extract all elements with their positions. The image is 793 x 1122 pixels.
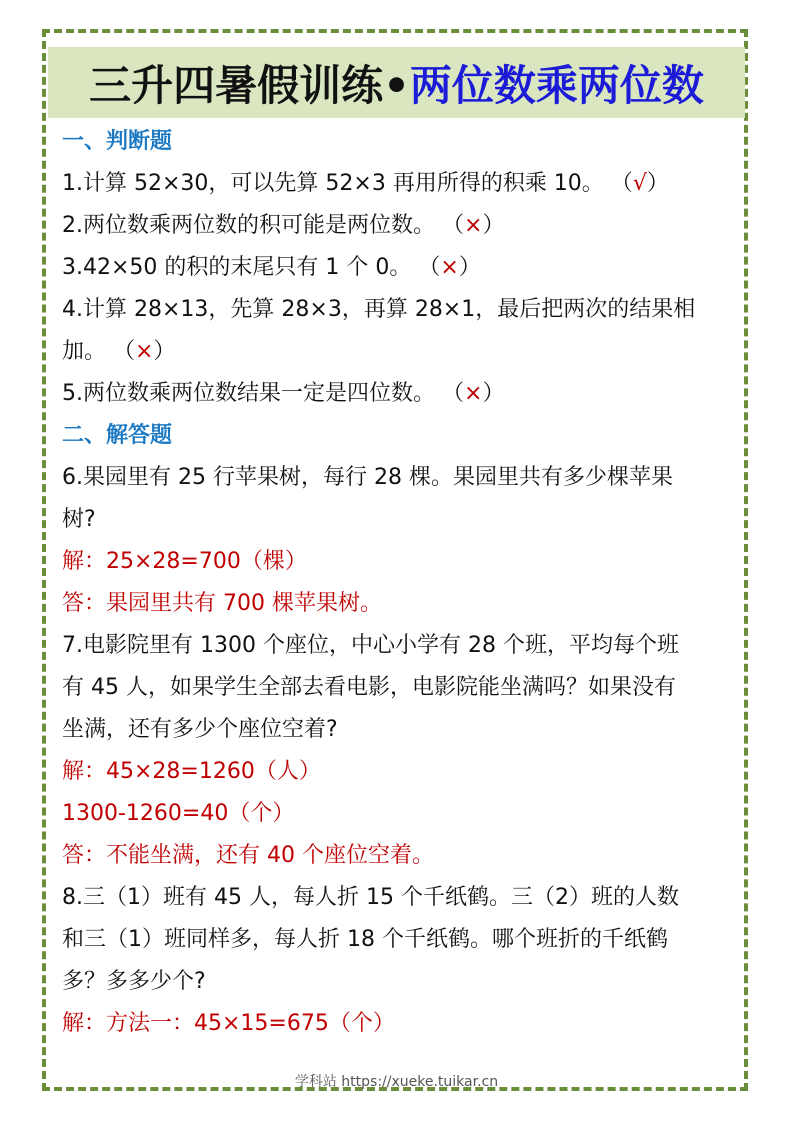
solve-q7-line3: 坐满，还有多少个座位空着? xyxy=(62,717,338,742)
answer-mark: × xyxy=(135,339,154,364)
answer-mark: × xyxy=(464,381,483,406)
solve-q7-answer1: 解：45×28=1260（人） xyxy=(62,759,321,784)
solve-q8-answer1: 解：方法一：45×15=675（个） xyxy=(62,1011,395,1036)
judge-q3: 3.42×50 的积的末尾只有 1 个 0。 （×） xyxy=(62,255,481,280)
solve-q6-answer1: 解：25×28=700（棵） xyxy=(62,549,307,574)
title-banner xyxy=(48,47,745,118)
solve-q7-line1: 7.电影院里有 1300 个座位，中心小学有 28 个班，平均每个班 xyxy=(62,633,679,658)
judge-q4-line2: 加。 （×） xyxy=(62,339,176,364)
solve-q8-line3: 多？多多少个? xyxy=(62,969,206,994)
solve-q7-line2: 有 45 人，如果学生全部去看电影，电影院能坐满吗？如果没有 xyxy=(62,675,676,700)
answer-mark: × xyxy=(440,255,459,280)
title-part-1: 三升四暑假训练• xyxy=(89,60,410,110)
worksheet-content xyxy=(62,121,742,1045)
solve-q7-answer3: 答：不能坐满，还有 40 个座位空着。 xyxy=(62,843,434,868)
solve-q7-answer2: 1300-1260=40（个） xyxy=(62,801,295,826)
solve-q6-line2: 树? xyxy=(62,507,96,532)
solve-q6-answer2: 答：果园里共有 700 棵苹果树。 xyxy=(62,591,382,616)
section-judge-heading: 一、判断题 xyxy=(62,129,173,154)
answer-mark: × xyxy=(464,213,483,238)
judge-q1: 1.计算 52×30，可以先算 52×3 再用所得的积乘 10。 （√） xyxy=(62,171,669,196)
solve-q8-line1: 8.三（1）班有 45 人，每人折 15 个千纸鹤。三（2）班的人数 xyxy=(62,885,679,910)
title-part-2: 两位数乘两位数 xyxy=(409,60,704,110)
judge-q4-line1: 4.计算 28×13，先算 28×3，再算 28×1，最后把两次的结果相 xyxy=(62,297,696,322)
footer-watermark: 学科站 https://xueke.tuikar.cn xyxy=(294,1074,499,1090)
solve-q8-line2: 和三（1）班同样多，每人折 18 个千纸鹤。哪个班折的千纸鹤 xyxy=(62,927,668,952)
judge-q2: 2.两位数乘两位数的积可能是两位数。 （×） xyxy=(62,213,505,238)
solve-q6-line1: 6.果园里有 25 行苹果树，每行 28 棵。果园里共有多少棵苹果 xyxy=(62,465,673,490)
judge-q5: 5.两位数乘两位数结果一定是四位数。 （×） xyxy=(62,381,505,406)
answer-mark: √ xyxy=(632,171,647,196)
section-solve-heading: 二、解答题 xyxy=(62,423,173,448)
